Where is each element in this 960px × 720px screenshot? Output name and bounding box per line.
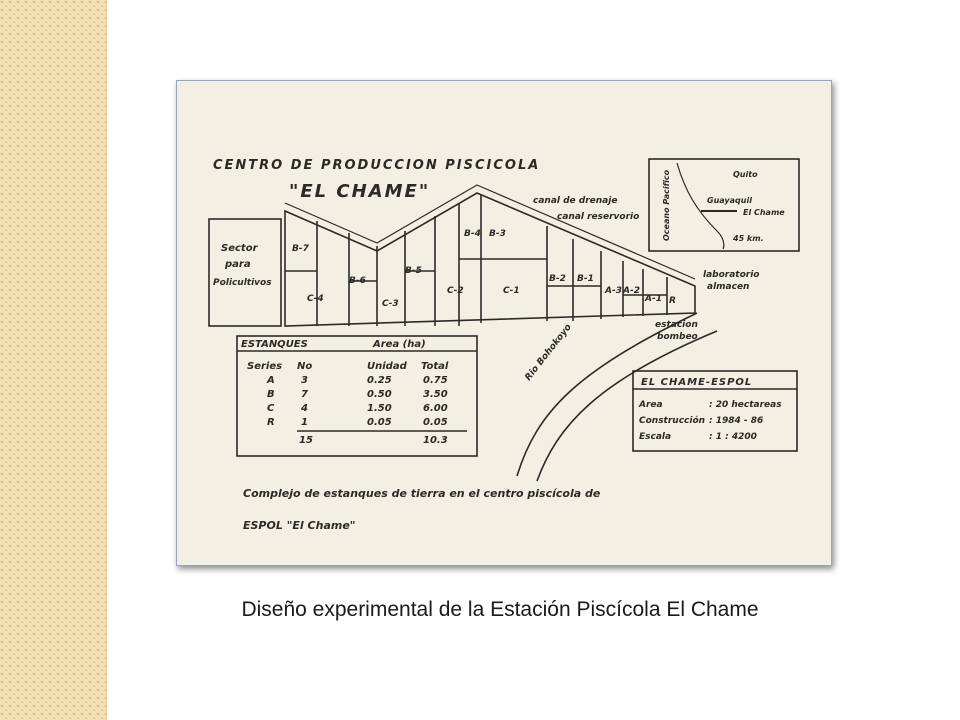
table-cell: 1.50 [367, 403, 392, 414]
table-cell: 4 [301, 403, 308, 414]
pond-label: B-7 [292, 244, 309, 254]
table-cell: 1 [301, 417, 308, 428]
table-cell: 3 [301, 375, 308, 386]
table-cell: 0.05 [423, 417, 448, 428]
pond-label: B-1 [577, 274, 594, 284]
laboratorio-label: laboratorio [703, 270, 760, 280]
pond-label: B-2 [549, 274, 566, 284]
figure-caption-line1: Complejo de estanques de tierra en el centro piscícola de [243, 487, 601, 500]
table-cell: 0.50 [367, 389, 392, 400]
pond-label: B-3 [489, 229, 506, 239]
canal-reservorio-label: canal reservorio [557, 212, 640, 222]
figure-caption-line2: ESPOL "El Chame" [243, 519, 356, 532]
table-col-no: No [297, 361, 313, 372]
slide-caption: Diseño experimental de la Estación Piscícola El Chame [241, 598, 759, 621]
almacen-label: almacen [707, 282, 750, 292]
pond-label: C-3 [382, 299, 399, 309]
sector-label-2: para [225, 259, 251, 270]
table-cell: 0.25 [367, 375, 392, 386]
scanned-drawing [176, 80, 832, 566]
table-total-count: 15 [299, 435, 313, 446]
pond-label: R [669, 296, 676, 306]
pond-label: C-2 [447, 286, 464, 296]
table-cell: 3.50 [423, 389, 448, 400]
sector-label-3: Policultivos [213, 278, 272, 288]
pond-label: A-3 [605, 286, 622, 296]
canal-drenaje-label: canal de drenaje [533, 196, 618, 206]
table-total-area: 10.3 [423, 435, 448, 446]
pond-label: B-6 [349, 276, 366, 286]
inset-el-chame: El Chame [743, 208, 785, 217]
table-cell: C [267, 403, 275, 414]
table-cell: 6.00 [423, 403, 448, 414]
pond-label: A-2 [623, 286, 640, 296]
pond-label: B-4 [464, 229, 481, 239]
inset-guayaquil: Guayaquil [707, 196, 752, 205]
river-bank-lower [537, 331, 717, 481]
table-cell: B [267, 389, 275, 400]
info-value: : 20 hectareas [709, 400, 782, 410]
drawing-title: CENTRO DE PRODUCCION PISCICOLA [213, 158, 541, 173]
table-cell: A [267, 375, 275, 386]
pond-label: C-4 [307, 294, 324, 304]
pond-label: C-1 [503, 286, 520, 296]
info-value: : 1984 - 86 [709, 416, 764, 426]
table-col-unidad: Unidad [367, 361, 407, 372]
table-area-header: Area (ha) [373, 339, 426, 350]
info-label: Escala [639, 432, 672, 442]
river-label: Rio Bohokoyo [523, 322, 574, 383]
info-value: : 1 : 4200 [709, 432, 757, 442]
inset-map-frame [649, 159, 799, 251]
polyculture-sector [209, 219, 281, 326]
pond-label: A-1 [645, 294, 662, 304]
info-label: Area [639, 400, 663, 410]
table-cell: 0.75 [423, 375, 448, 386]
bombeo-label: bombeo [657, 332, 698, 342]
table-cell: 7 [301, 389, 308, 400]
table-cell: R [267, 417, 275, 428]
table-col-series: Series [247, 361, 283, 372]
estacion-label: estacion [655, 320, 698, 330]
table-col-total: Total [421, 361, 449, 372]
drawing-subtitle: "EL CHAME" [289, 181, 431, 202]
inset-quito: Quito [733, 170, 758, 179]
pond-label: B-5 [405, 266, 422, 276]
inset-oceano: Oceano Pacifico [662, 169, 671, 241]
info-label: Construcción [639, 416, 706, 426]
inset-coastline [677, 163, 724, 249]
site-plan-drawing [177, 81, 831, 565]
info-box-title: EL CHAME-ESPOL [641, 377, 753, 388]
table-title: ESTANQUES [241, 339, 308, 350]
table-cell: 0.05 [367, 417, 392, 428]
inset-distance: 45 km. [733, 234, 764, 243]
sector-label-1: Sector [221, 243, 258, 254]
